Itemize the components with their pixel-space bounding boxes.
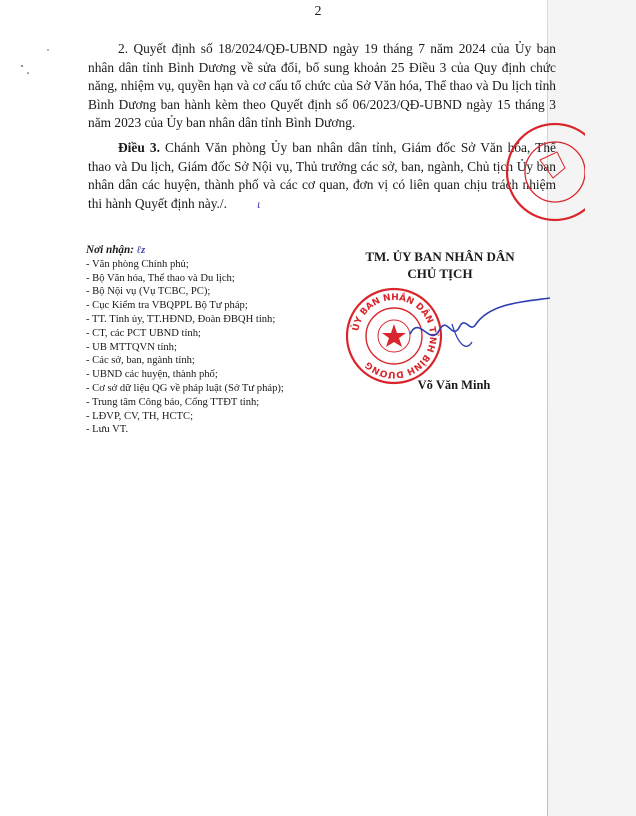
recipient-item: - Lưu VT. [86, 424, 129, 436]
recipient-item: - Cơ sở dữ liệu QG về pháp luật (Sở Tư pháp); [86, 382, 284, 394]
recipients-initial-mark: ℓz [136, 245, 146, 256]
clause-2 [88, 40, 556, 133]
recipient-item: - CT, các PCT UBND tỉnh; [86, 327, 201, 339]
document-body [88, 40, 556, 219]
scan-specks [18, 48, 58, 88]
initial-mark: ɩ [256, 196, 261, 211]
recipient-item: - Trung tâm Công báo, Cổng TTĐT tỉnh; [86, 396, 260, 408]
recipient-item: - Cục Kiểm tra VBQPPL Bộ Tư pháp; [86, 300, 248, 312]
recipient-item: - TT. Tỉnh ủy, TT.HĐND, Đoàn ĐBQH tỉnh; [86, 313, 276, 325]
recipient-item: - UBND các huyện, thành phố; [86, 369, 218, 381]
article-3 [88, 139, 556, 213]
signature [400, 294, 560, 374]
edge-seal-fragment [505, 112, 585, 232]
recipient-item: - Bộ Nội vụ (Vụ TCBC, PC); [86, 286, 211, 298]
clause-2-text: 2. Quyết định số 18/2024/QĐ-UBND ngày 19 tháng 7 năm 2024 của Ủy ban nhân dân tỉnh Bình Dương về sửa đổi, bổ sung khoản 25 Điều 3 của Quy định chức năng, nhiệm vụ, quyền hạn và cơ cấu tổ chức của Sở Văn hóa, Thể thao và Du lịch tỉnh Bình Dương ban hành kèm theo Quyết định số 06/2023/QĐ-UBND ngày 15 tháng 3 năm 2023 của Ủy ban nhân dân tỉnh Bình Dương. [88, 41, 556, 131]
recipient-item: - Các sở, ban, ngành tỉnh; [86, 355, 195, 367]
article-3-text: Chánh Văn phòng Ủy ban nhân dân tỉnh, Giám đốc Sở Văn hóa, Thể thao và Du lịch, Giám đốc Sở Nội vụ, Thủ trưởng các sở, ban, ngành, Chủ tịch Ủy ban nhân dân các huyện, thành phố và các cơ quan, đơn vị có liên quan chịu trách nhiệm thi hành Quyết định này./. [88, 139, 556, 211]
page-number: 2 [314, 4, 322, 19]
recipient-item: - Bộ Văn hóa, Thể thao và Du lịch; [86, 272, 235, 284]
signer-name: Võ Văn Minh [417, 378, 491, 392]
signer-title: CHỦ TỊCH [407, 266, 473, 281]
article-3-title: Điều 3. [118, 139, 160, 155]
signer-organization: TM. ỦY BAN NHÂN DÂN [365, 249, 515, 264]
recipient-item: - UB MTTQVN tỉnh; [86, 341, 177, 353]
recipients-title-row [86, 244, 336, 258]
recipient-item: - Văn phòng Chính phủ; [86, 258, 189, 270]
recipient-item: - LĐVP, CV, TH, HCTC; [86, 410, 194, 422]
signer-block [340, 248, 540, 282]
seal-text: ỦY BAN NHÂN DÂN TỈNH BÌNH DƯƠNG [351, 292, 438, 380]
recipients-block [86, 244, 336, 437]
recipients-title: Nơi nhận: [86, 244, 134, 256]
recipients-list [86, 258, 336, 437]
